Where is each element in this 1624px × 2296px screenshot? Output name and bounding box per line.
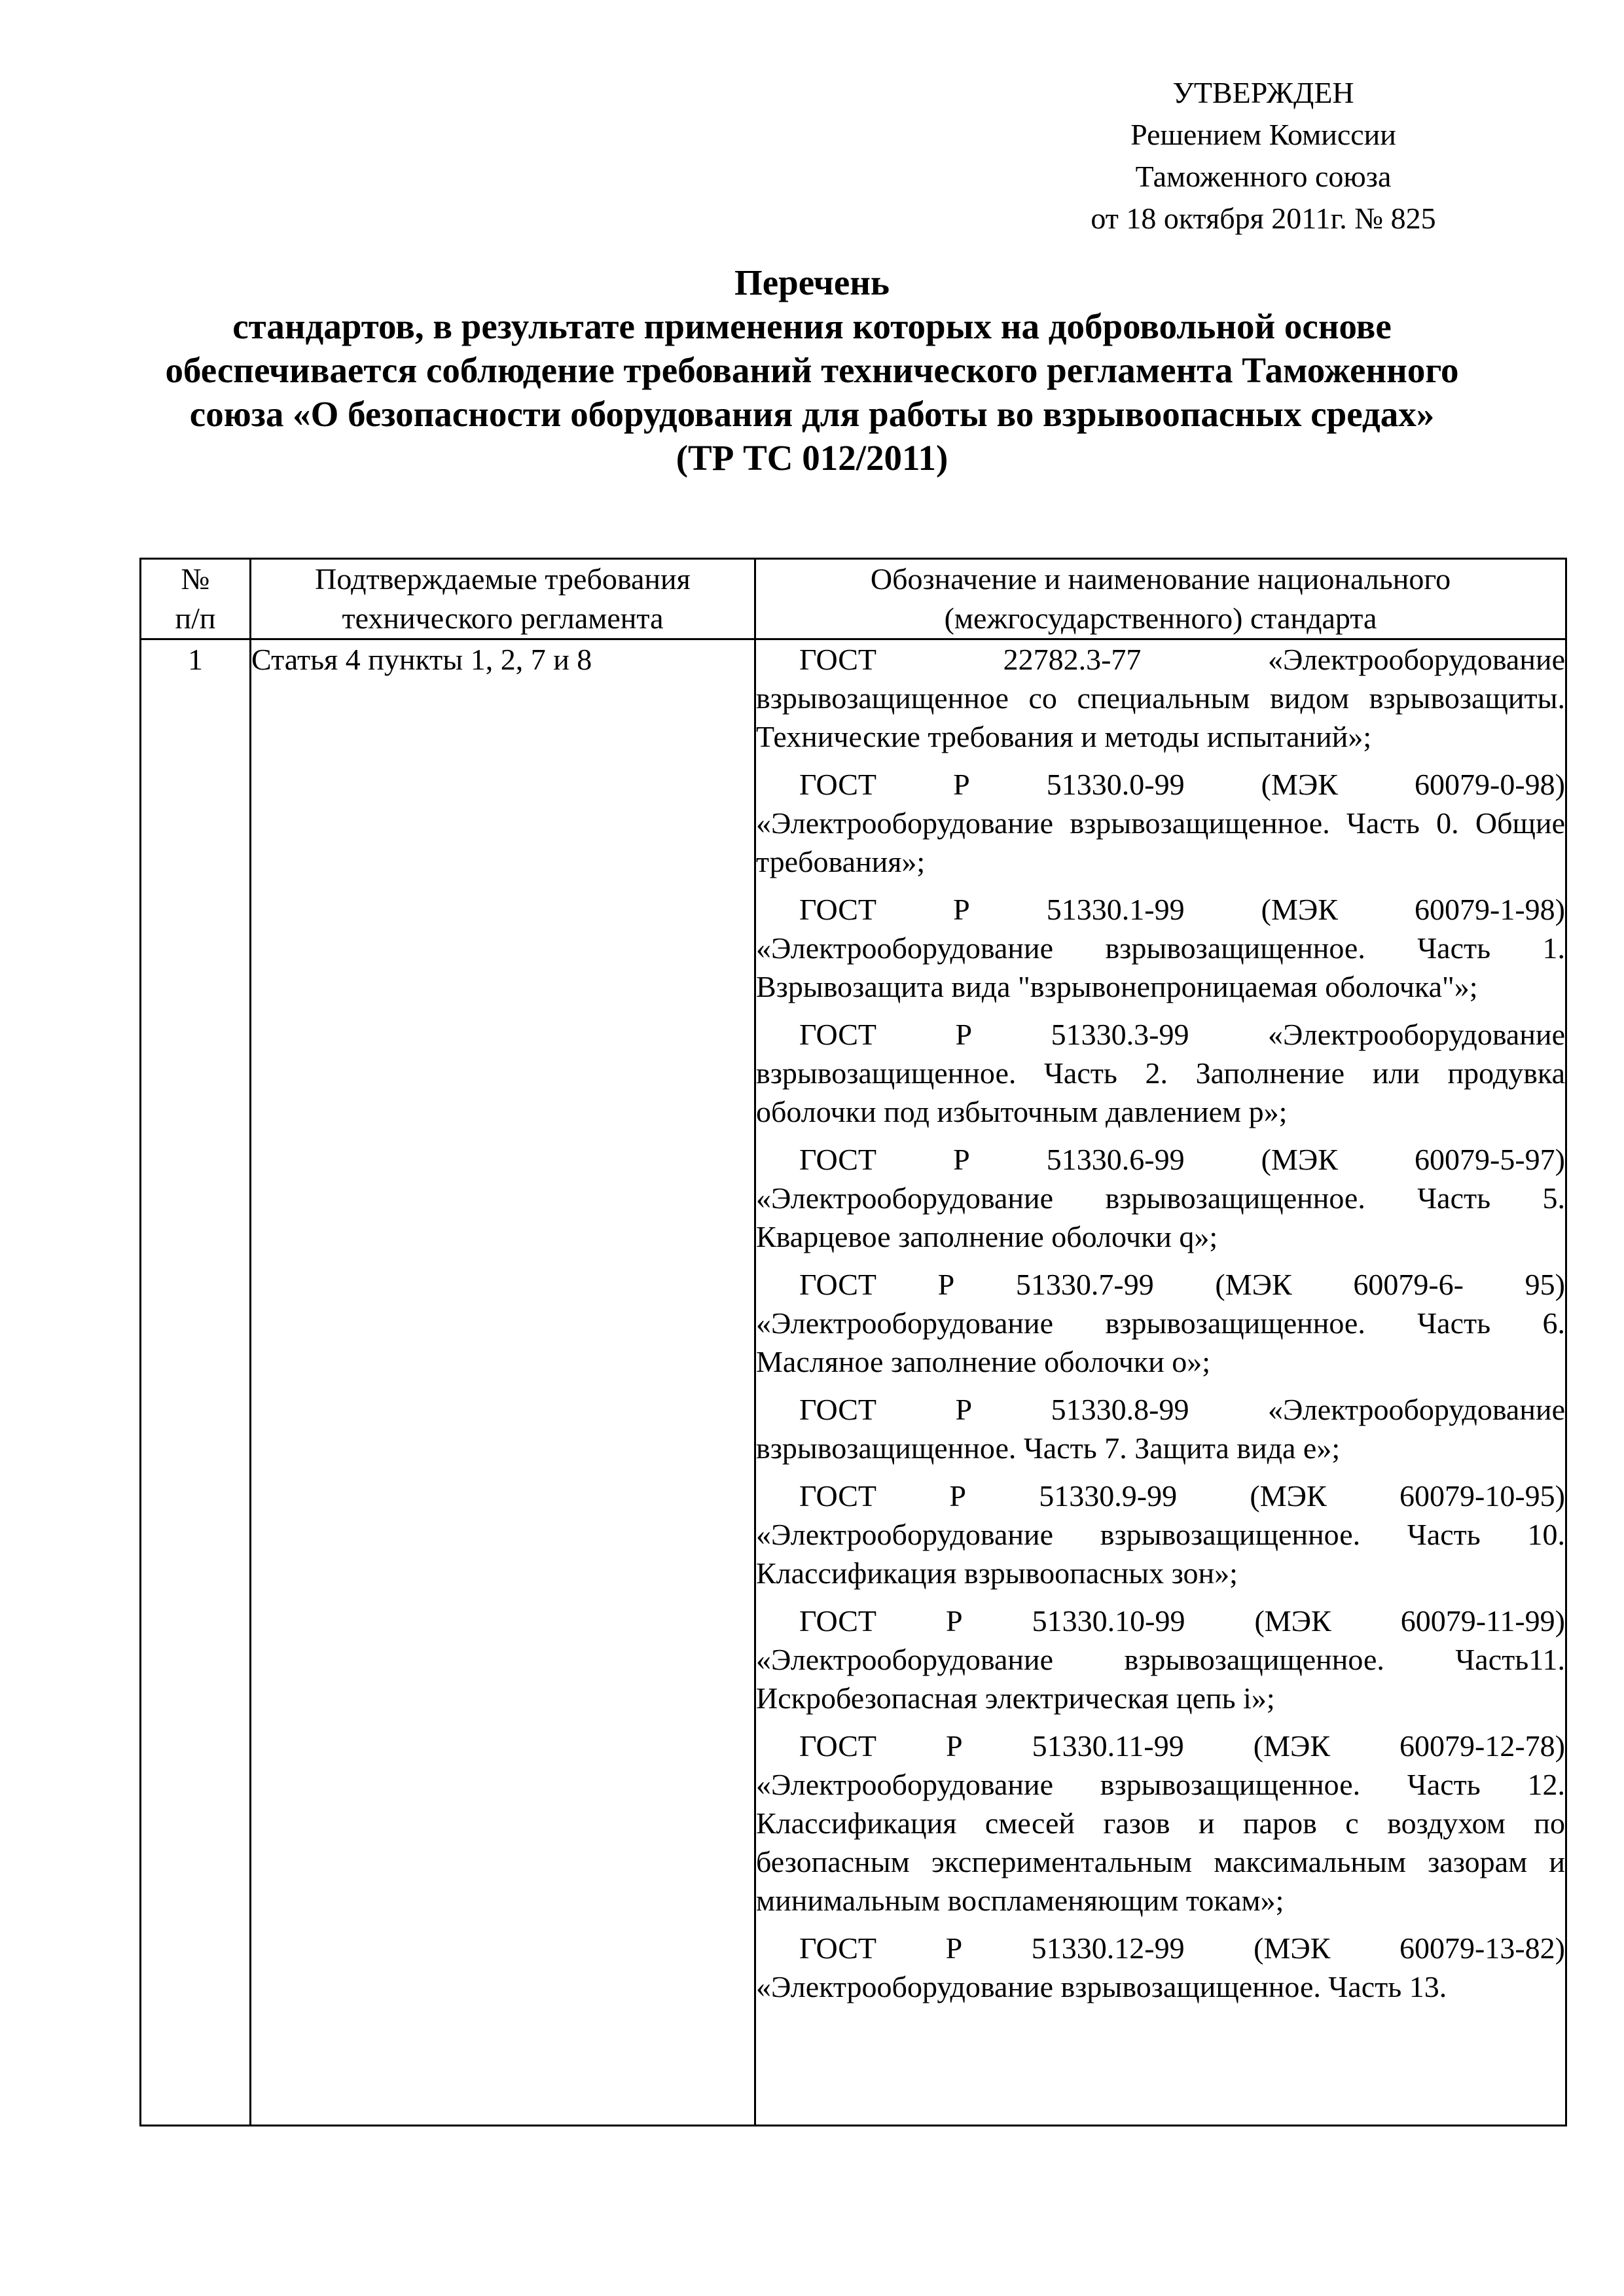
title-line: Перечень <box>734 262 890 302</box>
approval-organization: Таможенного союза <box>1135 160 1392 193</box>
standard-entry: ГОСТ Р 51330.7-99 (МЭК 60079-6- 95) «Электрооборудование взрывозащищенное. Часть 6. Масляное заполнение оболочки о»; <box>756 1268 1565 1378</box>
table-row <box>141 639 1566 2126</box>
standard-entry: ГОСТ Р 51330.12-99 (МЭК 60079-13-82) «Электрооборудование взрывозащищенное. Часть 13. <box>756 1931 1565 2003</box>
row-standards <box>755 639 1566 2126</box>
approval-stamp: УТВЕРЖДЕН <box>1172 76 1354 109</box>
standard-entry: ГОСТ Р 51330.10-99 (МЭК 60079-11-99) «Электрооборудование взрывозащищенное. Часть11. Искробезопасная электрическая цепь i»; <box>756 1604 1565 1715</box>
approval-authority: Решением Комиссии <box>1130 118 1396 151</box>
header-requirements <box>251 559 755 639</box>
header-number <box>141 559 251 639</box>
row-number: 1 <box>141 639 251 2126</box>
standard-entry: ГОСТ Р 51330.6-99 (МЭК 60079-5-97) «Электрооборудование взрывозащищенное. Часть 5. Кварцевое заполнение оболочки q»; <box>756 1143 1565 1253</box>
header-text: Подтверждаемые требования <box>315 562 691 596</box>
approval-date-number: от 18 октября 2011г. № 825 <box>1091 202 1436 235</box>
standard-entry: ГОСТ Р 51330.3-99 «Электрооборудование взрывозащищенное. Часть 2. Заполнение или продувка оболочки под избыточным давлением p»; <box>756 1018 1565 1128</box>
standard-entry: ГОСТ Р 51330.8-99 «Электрооборудование взрывозащищенное. Часть 7. Защита вида е»; <box>756 1393 1565 1465</box>
header-text: Обозначение и наименование национального <box>870 562 1451 596</box>
standard-entry: ГОСТ 22782.3-77 «Электрооборудование взрывозащищенное со специальным видом взрывозащиты. Технические требования и методы испытаний»; <box>756 643 1565 753</box>
standard-entry: ГОСТ Р 51330.1-99 (МЭК 60079-1-98) «Электрооборудование взрывозащищенное. Часть 1. Взрывозащита вида "взрывонепроницаемая оболочка"»; <box>756 893 1565 1003</box>
header-standards <box>755 559 1566 639</box>
row-requirements: Статья 4 пункты 1, 2, 7 и 8 <box>251 639 755 2126</box>
standard-entry: ГОСТ Р 51330.0-99 (МЭК 60079-0-98) «Электрооборудование взрывозащищенное. Часть 0. Общие требования»; <box>756 768 1565 878</box>
standard-entry: ГОСТ Р 51330.11-99 (МЭК 60079-12-78) «Электрооборудование взрывозащищенное. Часть 12. Классификация смесей газов и паров с воздухом по безопасным экспериментальным максимальным зазорам и минимальным воспламеняющим токам»; <box>756 1729 1565 1917</box>
title-line: (ТР ТС 012/2011) <box>676 438 948 478</box>
title-line: обеспечивается соблюдение требований технического регламента Таможенного <box>165 350 1459 390</box>
header-text: № <box>181 562 210 596</box>
header-text: (межгосударственного) стандарта <box>944 601 1377 635</box>
header-text: п/п <box>175 601 216 635</box>
document-title <box>105 260 1519 480</box>
header-text: технического регламента <box>342 601 664 635</box>
table-header-row <box>141 559 1566 639</box>
approval-block <box>1034 72 1492 240</box>
title-line: союза «О безопасности оборудования для работы во взрывоопасных средах» <box>189 394 1435 434</box>
title-line: стандартов, в результате применения которых на добровольной основе <box>232 306 1392 346</box>
standard-entry: ГОСТ Р 51330.9-99 (МЭК 60079-10-95) «Электрооборудование взрывозащищенное. Часть 10. Классификация взрывоопасных зон»; <box>756 1479 1565 1590</box>
standards-table <box>139 558 1567 2126</box>
